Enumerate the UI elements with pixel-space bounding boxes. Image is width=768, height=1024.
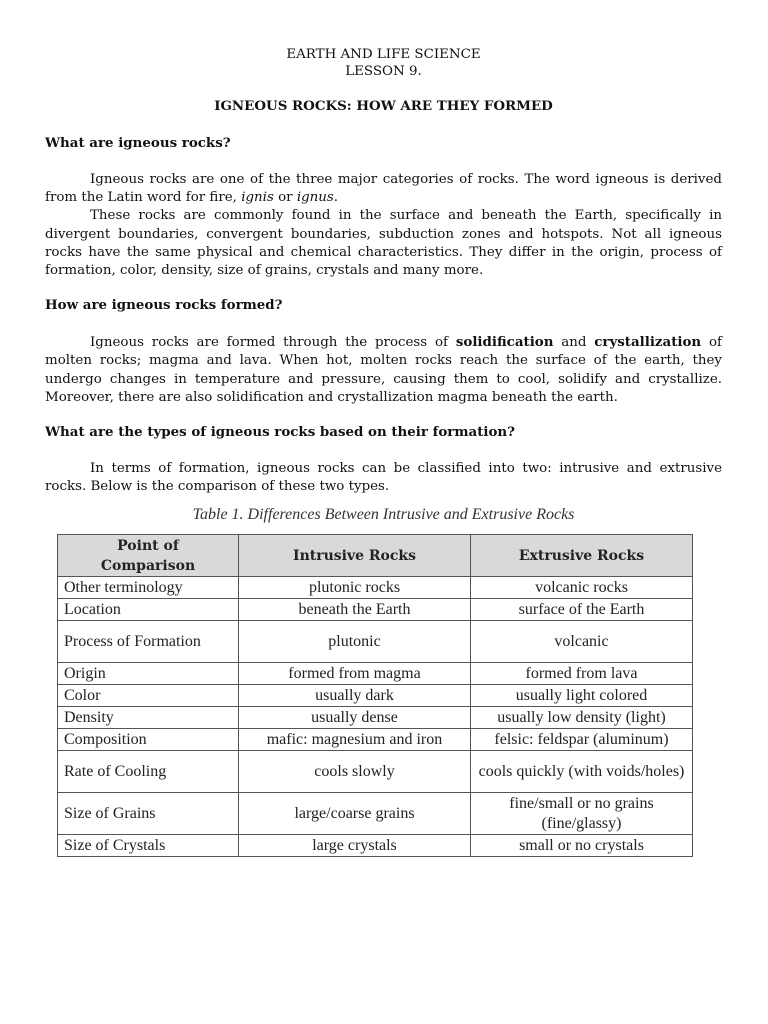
table-cell: Origin <box>58 663 239 685</box>
course-title: EARTH AND LIFE SCIENCE <box>286 47 481 62</box>
table-cell: usually light colored <box>471 685 693 707</box>
paragraph-text: and <box>553 335 595 351</box>
table-cell: large/coarse grains <box>239 793 471 835</box>
table-cell: Rate of Cooling <box>58 751 239 793</box>
column-header-point: Point of Comparison <box>58 535 239 577</box>
table-cell: usually dark <box>239 685 471 707</box>
paragraph-formation <box>45 333 722 407</box>
lesson-number: LESSON 9. <box>345 64 422 79</box>
table-cell: formed from magma <box>239 663 471 685</box>
comparison-table <box>57 534 693 857</box>
table-row <box>58 729 693 751</box>
table-cell: Size of Crystals <box>58 835 239 857</box>
table-cell: mafic: magnesium and iron <box>239 729 471 751</box>
table-cell: fine/small or no grains (fine/glassy) <box>471 793 693 835</box>
table-row <box>58 685 693 707</box>
term-crystallization: crystallization <box>594 334 702 351</box>
table-cell: cools slowly <box>239 751 471 793</box>
table-cell: Location <box>58 599 239 621</box>
table-caption: Table 1. Differences Between Intrusive and Extrusive Rocks <box>192 506 575 524</box>
table-row <box>58 621 693 663</box>
table-cell: plutonic <box>239 621 471 663</box>
table-cell: plutonic rocks <box>239 577 471 599</box>
table-row <box>58 577 693 599</box>
latin-word-ignus: ignus <box>296 190 334 206</box>
table-cell: Process of Formation <box>58 621 239 663</box>
table-cell: usually dense <box>239 707 471 729</box>
paragraph-text: . <box>333 190 339 206</box>
table-cell: formed from lava <box>471 663 693 685</box>
table-cell: volcanic rocks <box>471 577 693 599</box>
paragraph-text: or <box>273 190 297 206</box>
table-cell: usually low density (light) <box>471 707 693 729</box>
table-row <box>58 599 693 621</box>
paragraph-locations: These rocks are commonly found in the surface and beneath the Earth, specifically in divergent boundaries, convergent boundaries, subduction zones and hotspots. Not all igneous rocks have the same physical and chemical characteristics. They differ in the origin, process of formation, color, density, size of grains, crystals and many more. <box>45 208 722 279</box>
lesson-title: IGNEOUS ROCKS: HOW ARE THEY FORMED <box>214 98 553 114</box>
table-cell: Other terminology <box>58 577 239 599</box>
table-cell: Color <box>58 685 239 707</box>
paragraph-classification: In terms of formation, igneous rocks can be classified into two: intrusive and extrusive rocks. Below is the comparison of these two types. <box>45 461 722 495</box>
table-row <box>58 707 693 729</box>
latin-word-ignis: ignis <box>241 190 274 206</box>
section-heading-how-formed: How are igneous rocks formed? <box>45 297 283 314</box>
term-solidification: solidification <box>455 334 554 351</box>
table-row <box>58 793 693 835</box>
table-cell: small or no crystals <box>471 835 693 857</box>
table-cell: large crystals <box>239 835 471 857</box>
table-cell: Size of Grains <box>58 793 239 835</box>
section-heading-what-are: What are igneous rocks? <box>45 135 231 151</box>
table-row <box>58 751 693 793</box>
table-row <box>58 663 693 685</box>
table-cell: felsic: feldspar (aluminum) <box>471 729 693 751</box>
table-header-row <box>58 535 693 577</box>
paragraph-text: Igneous rocks are one of the three major categories of rocks. The word igneous is derived from the Latin word for fire, <box>45 172 722 206</box>
table-cell: beneath the Earth <box>239 599 471 621</box>
paragraph-text: of molten rocks; magma and lava. When hot, molten rocks reach the surface of the earth, they undergo changes in temperature and pressure, causing them to cool, solidify and crystallize. Moreover, there are also solidification and crystallization magma beneath the earth. <box>45 335 722 405</box>
table-cell: Composition <box>58 729 239 751</box>
table-cell: Density <box>58 707 239 729</box>
table-row <box>58 835 693 857</box>
table-cell: cools quickly (with voids/holes) <box>471 751 693 793</box>
column-header-extrusive: Extrusive Rocks <box>471 535 693 577</box>
section-heading-types: What are the types of igneous rocks based on their formation? <box>45 424 515 441</box>
paragraph-text: Igneous rocks are formed through the process of <box>90 335 456 351</box>
paragraph-definition <box>45 171 722 207</box>
table-cell: surface of the Earth <box>471 599 693 621</box>
table-cell: volcanic <box>471 621 693 663</box>
column-header-intrusive: Intrusive Rocks <box>239 535 471 577</box>
